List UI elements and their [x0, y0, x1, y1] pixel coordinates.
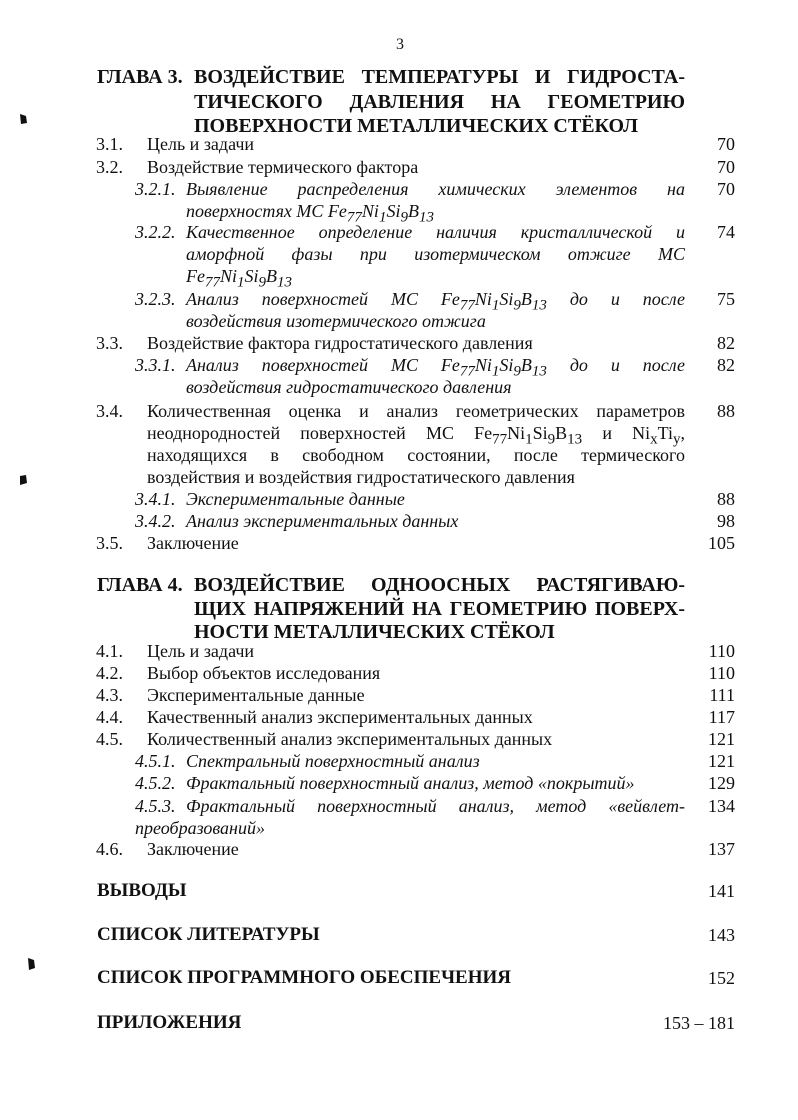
entry-page: 110 — [708, 641, 735, 661]
entry-page: 70 — [717, 157, 735, 177]
entry-number: 4.5.2. — [135, 773, 176, 793]
entry-title: Анализ поверхностей МС $Fe_{77}Ni_1Si_9B_{13}$ до и после — [186, 289, 686, 314]
entry-page: 121 — [708, 751, 735, 771]
scan-mark — [18, 474, 28, 484]
entry-title-line2: неоднородностей поверхностей МС $Fe_{77}Ni_1Si_9B_{13}$ и $Ni_xTi_y$, — [147, 423, 685, 448]
entry-number: 3.2.2. — [135, 222, 176, 242]
entry-page: 70 — [717, 134, 735, 154]
entry-title-line4: воздействия и воздействия гидростатического давления — [147, 467, 575, 487]
entry-title: Анализ экспериментальных данных — [186, 511, 459, 531]
entry-page: 129 — [708, 773, 735, 793]
entry-title: Заключение — [147, 839, 239, 859]
page-number: 3 — [396, 36, 404, 53]
entry-title: Анализ поверхностей МС $Fe_{77}Ni_1Si_9B_{13}$ до и после — [186, 355, 686, 380]
entry-page: 82 — [717, 355, 735, 375]
entry-number: 4.5.1. — [135, 751, 176, 771]
entry-page: 117 — [708, 707, 735, 727]
entry-number: 3.2. — [96, 157, 123, 177]
entry-page: 152 — [708, 968, 735, 988]
entry-title: Заключение — [147, 533, 239, 553]
entry-title: Количественная оценка и анализ геометрических параметров — [147, 401, 685, 421]
entry-number: 4.5.3. — [135, 796, 176, 816]
entry-number: 3.4.1. — [135, 489, 176, 509]
chapter4-title-line: НОСТИ МЕТАЛЛИЧЕСКИХ СТЁКОЛ — [194, 621, 555, 643]
chapter3-label: ГЛАВА 3. — [97, 66, 183, 88]
entry-number: 4.3. — [96, 685, 123, 705]
entry-formula: $Fe_{77}Ni_1Si_9B_{13}$ — [186, 266, 293, 291]
entry-page: 82 — [717, 333, 735, 353]
entry-title: Экспериментальные данные — [147, 685, 365, 705]
entry-page: 141 — [708, 881, 735, 901]
chapter4-title-line: ЩИХ НАПРЯЖЕНИЙ НА ГЕОМЕТРИЮ ПОВЕРХ- — [194, 598, 685, 620]
entry-number: 3.5. — [96, 533, 123, 553]
entry-number: 3.4. — [96, 401, 123, 421]
entry-page: 134 — [708, 796, 735, 816]
entry-number: 3.3. — [96, 333, 123, 353]
entry-title-line2: преобразований» — [135, 818, 265, 838]
chapter4-title-line: ВОЗДЕЙСТВИЕ ОДНООСНЫХ РАСТЯГИВАЮ- — [194, 574, 685, 596]
entry-title: Выбор объектов исследования — [147, 663, 381, 683]
entry-number: 4.6. — [96, 839, 123, 859]
entry-page: 88 — [717, 401, 735, 421]
entry-title: Количественный анализ экспериментальных данных — [147, 729, 553, 749]
entry-page: 153 – 181 — [663, 1013, 735, 1033]
entry-title-line2: воздействия изотермического отжига — [186, 311, 486, 331]
chapter4-label: ГЛАВА 4. — [97, 574, 183, 596]
entry-page: 74 — [717, 222, 735, 242]
chapter3-title-line: ВОЗДЕЙСТВИЕ ТЕМПЕРАТУРЫ И ГИДРОСТА- — [194, 66, 685, 88]
entry-title-line2: воздействия гидростатического давления — [186, 377, 512, 397]
entry-page: 121 — [708, 729, 735, 749]
entry-page: 110 — [708, 663, 735, 683]
entry-number: 3.3.1. — [135, 355, 176, 375]
entry-title: Экспериментальные данные — [186, 489, 405, 509]
entry-number: 4.5. — [96, 729, 123, 749]
entry-title-line2: поверхностях МС $Fe_{77}Ni_1Si_9B_{13}$ — [186, 201, 434, 226]
entry-title: Выявление распределения химических элементов на — [186, 179, 685, 199]
entry-title-line3: находящихся в свободном состоянии, после термического — [147, 445, 685, 465]
entry-page: 88 — [717, 489, 735, 509]
entry-title: Фрактальный поверхностный анализ, метод «вейвлет- — [186, 796, 685, 816]
entry-title: Воздействие термического фактора — [147, 157, 419, 177]
entry-title: Воздействие фактора гидростатического давления — [147, 333, 533, 353]
entry-title: ВЫВОДЫ — [97, 880, 187, 901]
entry-title: СПИСОК ПРОГРАММНОГО ОБЕСПЕЧЕНИЯ — [97, 967, 511, 988]
entry-title-line2: аморфной фазы при изотермическом отжиге МС — [186, 244, 685, 264]
entry-page: 137 — [708, 839, 735, 859]
entry-title: Фрактальный поверхностный анализ, метод «покрытий» — [186, 773, 635, 793]
entry-number: 3.1. — [96, 134, 123, 154]
entry-title: Качественный анализ экспериментальных данных — [147, 707, 533, 727]
entry-title: СПИСОК ЛИТЕРАТУРЫ — [97, 924, 320, 945]
entry-number: 4.4. — [96, 707, 123, 727]
entry-title: Качественное определение наличия кристаллической и — [186, 222, 685, 242]
entry-page: 98 — [717, 511, 735, 531]
entry-number: 3.2.3. — [135, 289, 176, 309]
scan-mark — [18, 113, 28, 123]
entry-page: 111 — [709, 685, 735, 705]
entry-number: 4.2. — [96, 663, 123, 683]
entry-page: 75 — [717, 289, 735, 309]
entry-number: 3.2.1. — [135, 179, 176, 199]
entry-title: Цель и задачи — [147, 641, 255, 661]
chapter3-title-line: ТИЧЕСКОГО ДАВЛЕНИЯ НА ГЕОМЕТРИЮ — [194, 91, 685, 113]
entry-title: ПРИЛОЖЕНИЯ — [97, 1012, 242, 1033]
entry-page: 70 — [717, 179, 735, 199]
entry-title: Цель и задачи — [147, 134, 255, 154]
entry-number: 3.4.2. — [135, 511, 176, 531]
scan-mark — [26, 957, 36, 967]
chapter3-title-line: ПОВЕРХНОСТИ МЕТАЛЛИЧЕСКИХ СТЁКОЛ — [194, 115, 639, 137]
entry-title: Спектральный поверхностный анализ — [186, 751, 480, 771]
entry-page: 143 — [708, 925, 735, 945]
entry-page: 105 — [708, 533, 735, 553]
entry-number: 4.1. — [96, 641, 123, 661]
